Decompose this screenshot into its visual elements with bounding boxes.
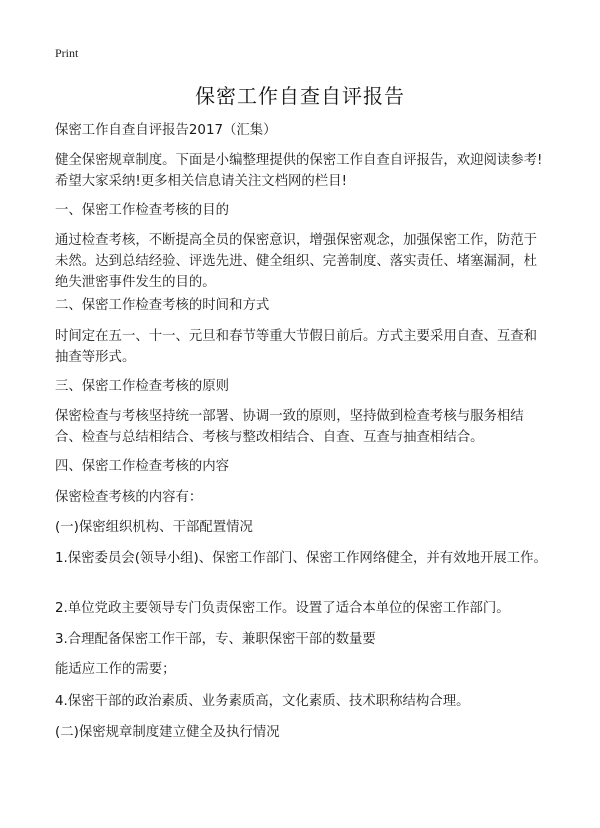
subsection-2-heading: (二)保密规章制度建立健全及执行情况 xyxy=(55,725,280,740)
section-3-text: 保密检查与考核坚持统一部署、协调一致的原则，坚持做到检查考核与服务相结合、检查与总结相结合、考核与整改相结合、自查、互查与抽查相结合。 xyxy=(55,409,524,445)
section-4-intro: 保密检查考核的内容有： xyxy=(55,490,203,505)
list-item: 3.合理配备保密工作干部，专、兼职保密干部的数量要 xyxy=(55,632,376,647)
intro-paragraph: 健全保密规章制度。下面是小编整理提供的保密工作自查自评报告，欢迎阅读参考!希望大家采纳!更多相关信息请关注文档网的栏目! xyxy=(55,153,543,189)
list-item: 4.保密干部的政治素质、业务素质高，文化素质、技术职称结构合理。 xyxy=(55,694,470,709)
print-label: Print xyxy=(55,46,79,60)
section-1-heading: 一、保密工作检查考核的目的 xyxy=(55,203,230,218)
section-1-text: 通过检查考核，不断提高全员的保密意识，增强保密观念，加强保密工作，防范于未然。达到总结经验、评选先进、健全组织、完善制度、落实责任、堵塞漏洞，杜绝失泄密事件发生的目的。 xyxy=(55,233,538,290)
list-item: 2.单位党政主要领导专门负责保密工作。设置了适合本单位的保密工作部门。 xyxy=(55,601,510,616)
list-item-continuation: 能适应工作的需要； xyxy=(55,662,176,677)
section-3-heading: 三、保密工作检查考核的原则 xyxy=(55,379,230,394)
list-item: 1.保密委员会(领导小组)、保密工作部门、保密工作网络健全，并有效地开展工作。 xyxy=(55,551,547,566)
document-subtitle: 保密工作自查自评报告2017（汇集） xyxy=(55,123,277,138)
page-title: 保密工作自查自评报告 xyxy=(195,84,405,108)
subsection-1-heading: (一)保密组织机构、干部配置情况 xyxy=(55,520,253,535)
section-4-heading: 四、保密工作检查考核的内容 xyxy=(55,459,230,474)
section-2-text: 时间定在五一、十一、元旦和春节等重大节假日前后。方式主要采用自查、互查和抽查等形式。 xyxy=(55,329,538,365)
section-2-heading: 二、保密工作检查考核的时间和方式 xyxy=(55,298,270,313)
